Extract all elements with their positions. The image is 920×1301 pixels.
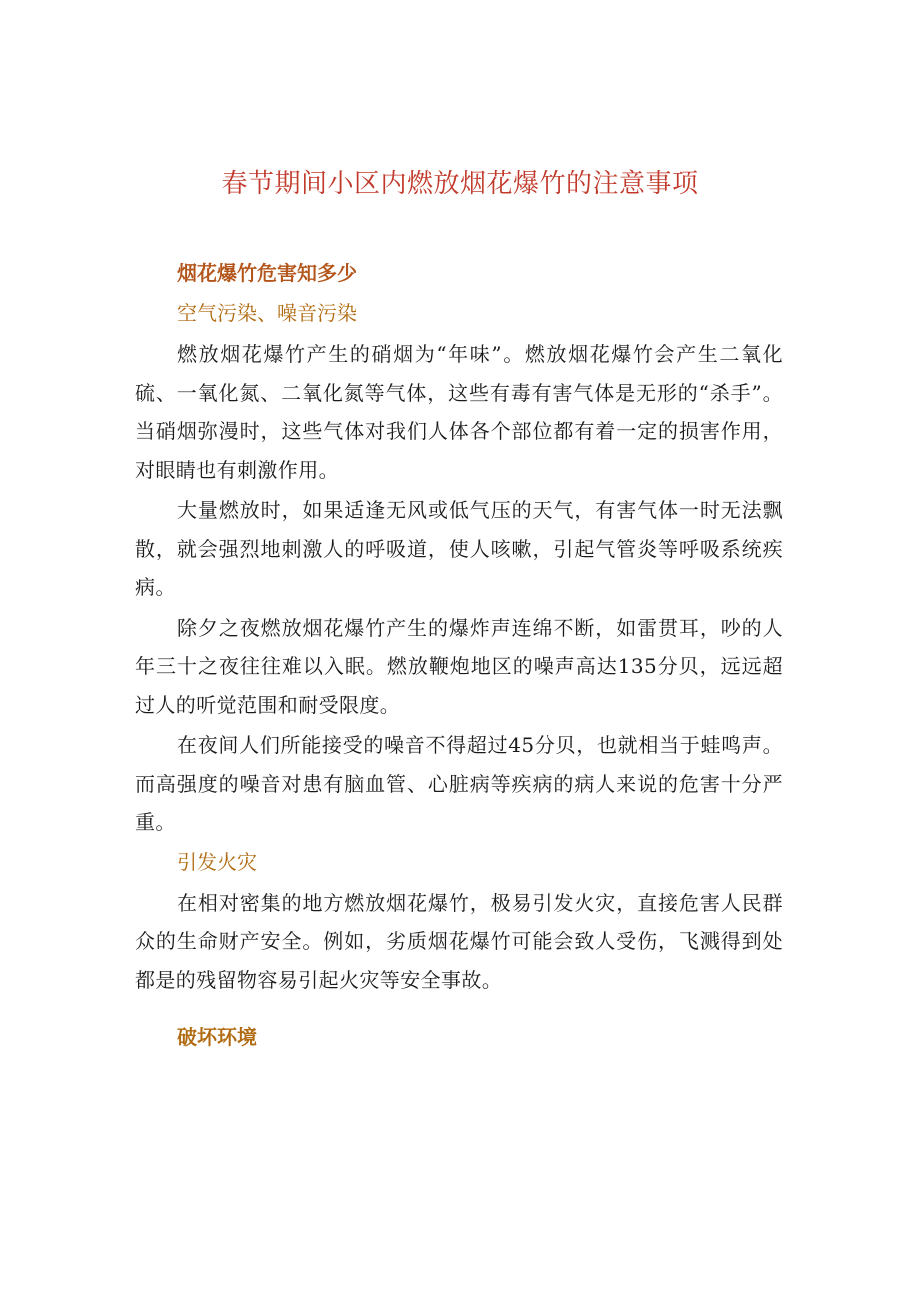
document-title: 春节期间小区内燃放烟花爆竹的注意事项: [221, 169, 699, 199]
paragraph: 燃放烟花爆竹产生的硝烟为“年味”。燃放烟花爆竹会产生二氧化硫、一氧化氮、二氧化氮等气体，这些有毒有害气体是无形的“杀手”。当硝烟弥漫时，这些气体对我们人体各个部位都有着一定的损害作用，对眼睛也有刺激作用。: [135, 342, 783, 482]
subsection-heading-fire: 引发火灾: [177, 849, 257, 874]
paragraph: 除夕之夜燃放烟花爆竹产生的爆炸声连绵不断，如雷贯耳，吵的人年三十之夜往往难以入眠。燃放鞭炮地区的噪声高达135分贝，远远超过人的听觉范围和耐受限度。: [135, 615, 783, 717]
paragraph: 在夜间人们所能接受的噪音不得超过45分贝，也就相当于蛙鸣声。而高强度的噪音对患有脑血管、心脏病等疾病的病人来说的危害十分严重。: [135, 733, 783, 834]
subsection-heading-pollution: 空气污染、噪音污染: [177, 301, 357, 325]
paragraph: 在相对密集的地方燃放烟花爆竹，极易引发火灾，直接危害人民群众的生命财产安全。例如，劣质烟花爆竹可能会致人受伤，飞溅得到处都是的残留物容易引起火灾等安全事故。: [135, 890, 783, 992]
subsection-heading-environment: 破坏环境: [177, 1025, 257, 1049]
section-heading: 烟花爆竹危害知多少: [177, 261, 357, 285]
paragraph: 大量燃放时，如果适逢无风或低气压的天气，有害气体一时无法飘散，就会强烈地刺激人的呼吸道，使人咳嗽，引起气管炎等呼吸系统疾病。: [135, 498, 783, 599]
document-body: [135, 255, 783, 1059]
